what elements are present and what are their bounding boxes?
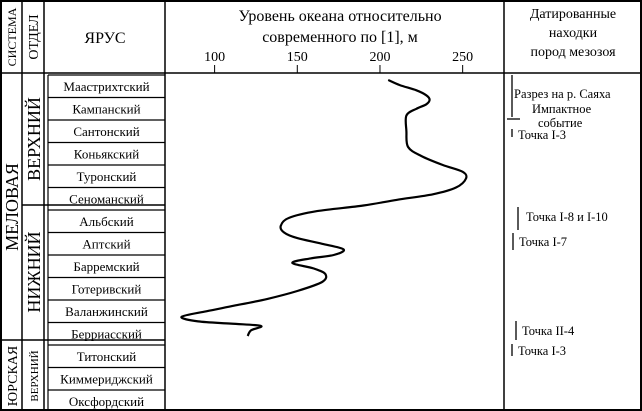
finds-header-line3: пород мезозоя — [530, 45, 616, 60]
stage-label: Берриасский — [71, 326, 142, 342]
find-label-ii4: Точка II-4 — [522, 324, 575, 338]
x-tick-label: 250 — [452, 50, 474, 65]
system-label-jurassic: ЮРСКАЯ — [6, 345, 21, 407]
chart-title-line1: Уровень океана относительно — [238, 8, 442, 25]
division-label-lower-cretaceous: НИЖНИЙ — [24, 231, 44, 313]
header-division: ОТДЕЛ — [27, 14, 42, 60]
x-tick-label: 200 — [369, 50, 391, 65]
sea-level-curve — [181, 80, 466, 336]
x-axis — [204, 50, 473, 73]
stage-label: Сеноманский — [69, 191, 144, 207]
stage-label: Туронский — [76, 168, 137, 184]
stage-label: Готеривский — [71, 281, 142, 297]
stage-label: Барремский — [73, 258, 140, 274]
stage-label: Аптский — [82, 236, 131, 252]
stage-label: Сантонский — [73, 123, 140, 139]
x-tick-label: 100 — [204, 50, 226, 65]
sea-level-line — [181, 80, 466, 336]
header-stage: ЯРУС — [84, 30, 126, 47]
finds-header-line1: Датированные — [529, 7, 617, 22]
stage-label: Киммериджский — [60, 371, 153, 387]
find-label-i3-upper: Точка I-3 — [518, 128, 567, 142]
stage-label: Валанжинский — [65, 303, 148, 319]
find-label-impact-2: событие — [538, 116, 583, 130]
system-label-cretaceous: МЕЛОВАЯ — [2, 163, 22, 251]
stage-label: Кампанский — [72, 101, 141, 117]
find-label-sayakha: Разрез на р. Саяха — [514, 87, 611, 101]
find-label-i7: Точка I-7 — [519, 235, 568, 249]
division-label-upper-cretaceous: ВЕРХНИЙ — [24, 97, 44, 181]
chart-title-line2: современного по [1], м — [262, 29, 418, 46]
find-label-impact-1: Импактное — [532, 102, 592, 116]
find-label-i3-lower: Точка I-3 — [518, 344, 567, 358]
stage-list — [48, 75, 165, 410]
header-system: СИСТЕМА — [5, 7, 19, 67]
stage-label: Титонский — [76, 348, 137, 364]
stage-label: Альбский — [79, 213, 134, 229]
find-label-i8-i10: Точка I-8 и I-10 — [526, 210, 608, 224]
division-label-upper-jurassic: ВЕРХНИЙ — [29, 350, 41, 402]
stage-label: Оксфордский — [68, 393, 145, 409]
stage-label: Коньякский — [73, 146, 140, 162]
stage-label: Маастрихтский — [63, 78, 150, 94]
finds-header-line2: находки — [548, 26, 598, 41]
finds-column — [507, 75, 611, 358]
x-tick-label: 150 — [286, 50, 308, 65]
